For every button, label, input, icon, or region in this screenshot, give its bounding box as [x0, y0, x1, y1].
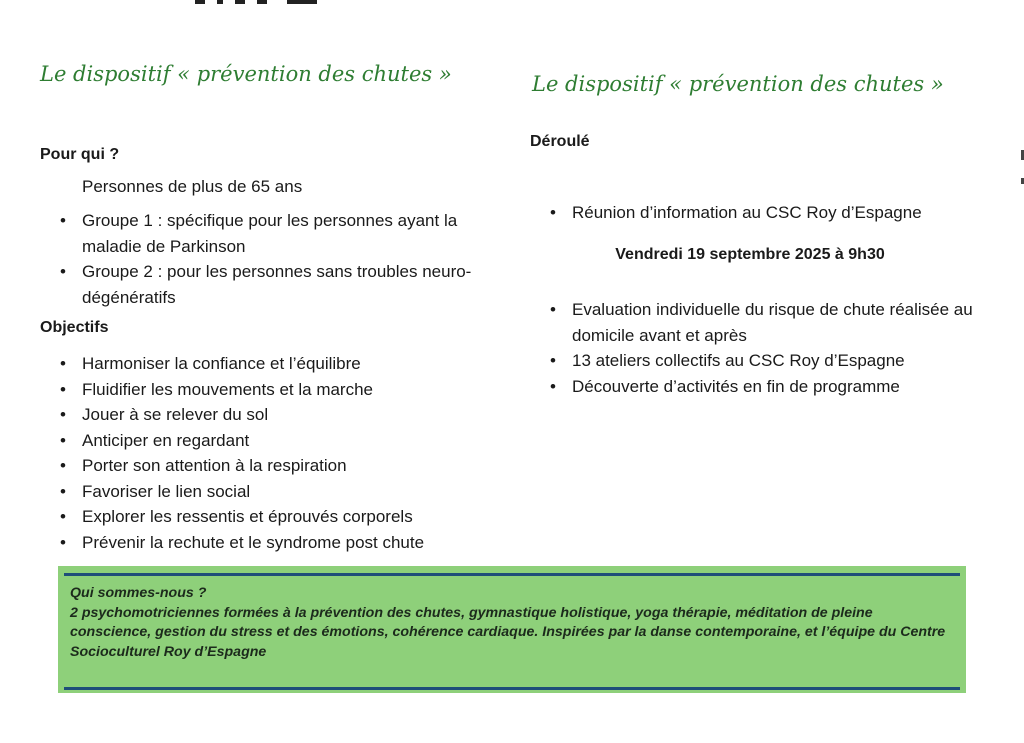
right-column-title: Le dispositif « prévention des chutes »	[532, 72, 944, 96]
objectifs-heading: Objectifs	[40, 319, 109, 336]
deroule-heading: Déroulé	[530, 133, 590, 150]
box-heading: Qui sommes-nous ?	[70, 585, 207, 601]
pour-qui-intro: Personnes de plus de 65 ans	[82, 177, 303, 196]
list-item: • Jouer à se relever du sol	[60, 402, 500, 428]
scan-marks-top	[195, 0, 335, 5]
objectifs-list	[60, 351, 500, 555]
list-item: • Anticiper en regardant	[60, 428, 500, 454]
box-rule-bottom	[64, 687, 960, 690]
box-body: 2 psychomotriciennes formées à la prévention des chutes, gymnastique holistique, yoga thérapie, méditation de pleine conscience, gestion du stress et des émotions, cohérence cardiaque. Inspirées par la danse contemporaine, et l’équipe du Centre Socioculturel Roy d’Espagne	[70, 604, 946, 660]
deroule-first-list	[550, 200, 1000, 226]
list-item: • Réunion d’information au CSC Roy d’Espagne	[550, 200, 1000, 226]
pour-qui-heading: Pour qui ?	[40, 146, 120, 163]
list-item: • Groupe 1 : spécifique pour les personnes ayant la maladie de Parkinson	[60, 208, 490, 259]
list-item: • Découverte d’activités en fin de programme	[550, 374, 1000, 400]
list-item: • Favoriser le lien social	[60, 479, 500, 505]
list-item: • Porter son attention à la respiration	[60, 453, 500, 479]
event-date: Vendredi 19 septembre 2025 à 9h30	[615, 246, 885, 263]
list-item: • Prévenir la rechute et le syndrome post chute	[60, 530, 500, 556]
box-rule-top	[64, 573, 960, 576]
list-item: • Harmoniser la confiance et l’équilibre	[60, 351, 500, 377]
deroule-list	[550, 297, 1000, 399]
list-item: • Explorer les ressentis et éprouvés corporels	[60, 504, 500, 530]
pour-qui-list	[60, 208, 490, 310]
qui-sommes-nous-box	[58, 566, 966, 693]
list-item: • Groupe 2 : pour les personnes sans troubles neuro-dégénératifs	[60, 259, 490, 310]
list-item: • Evaluation individuelle du risque de chute réalisée au domicile avant et après	[550, 297, 1000, 348]
left-column-title: Le dispositif « prévention des chutes »	[40, 62, 452, 86]
box-text	[70, 584, 956, 662]
list-item: • Fluidifier les mouvements et la marche	[60, 377, 500, 403]
list-item: • 13 ateliers collectifs au CSC Roy d’Espagne	[550, 348, 1000, 374]
